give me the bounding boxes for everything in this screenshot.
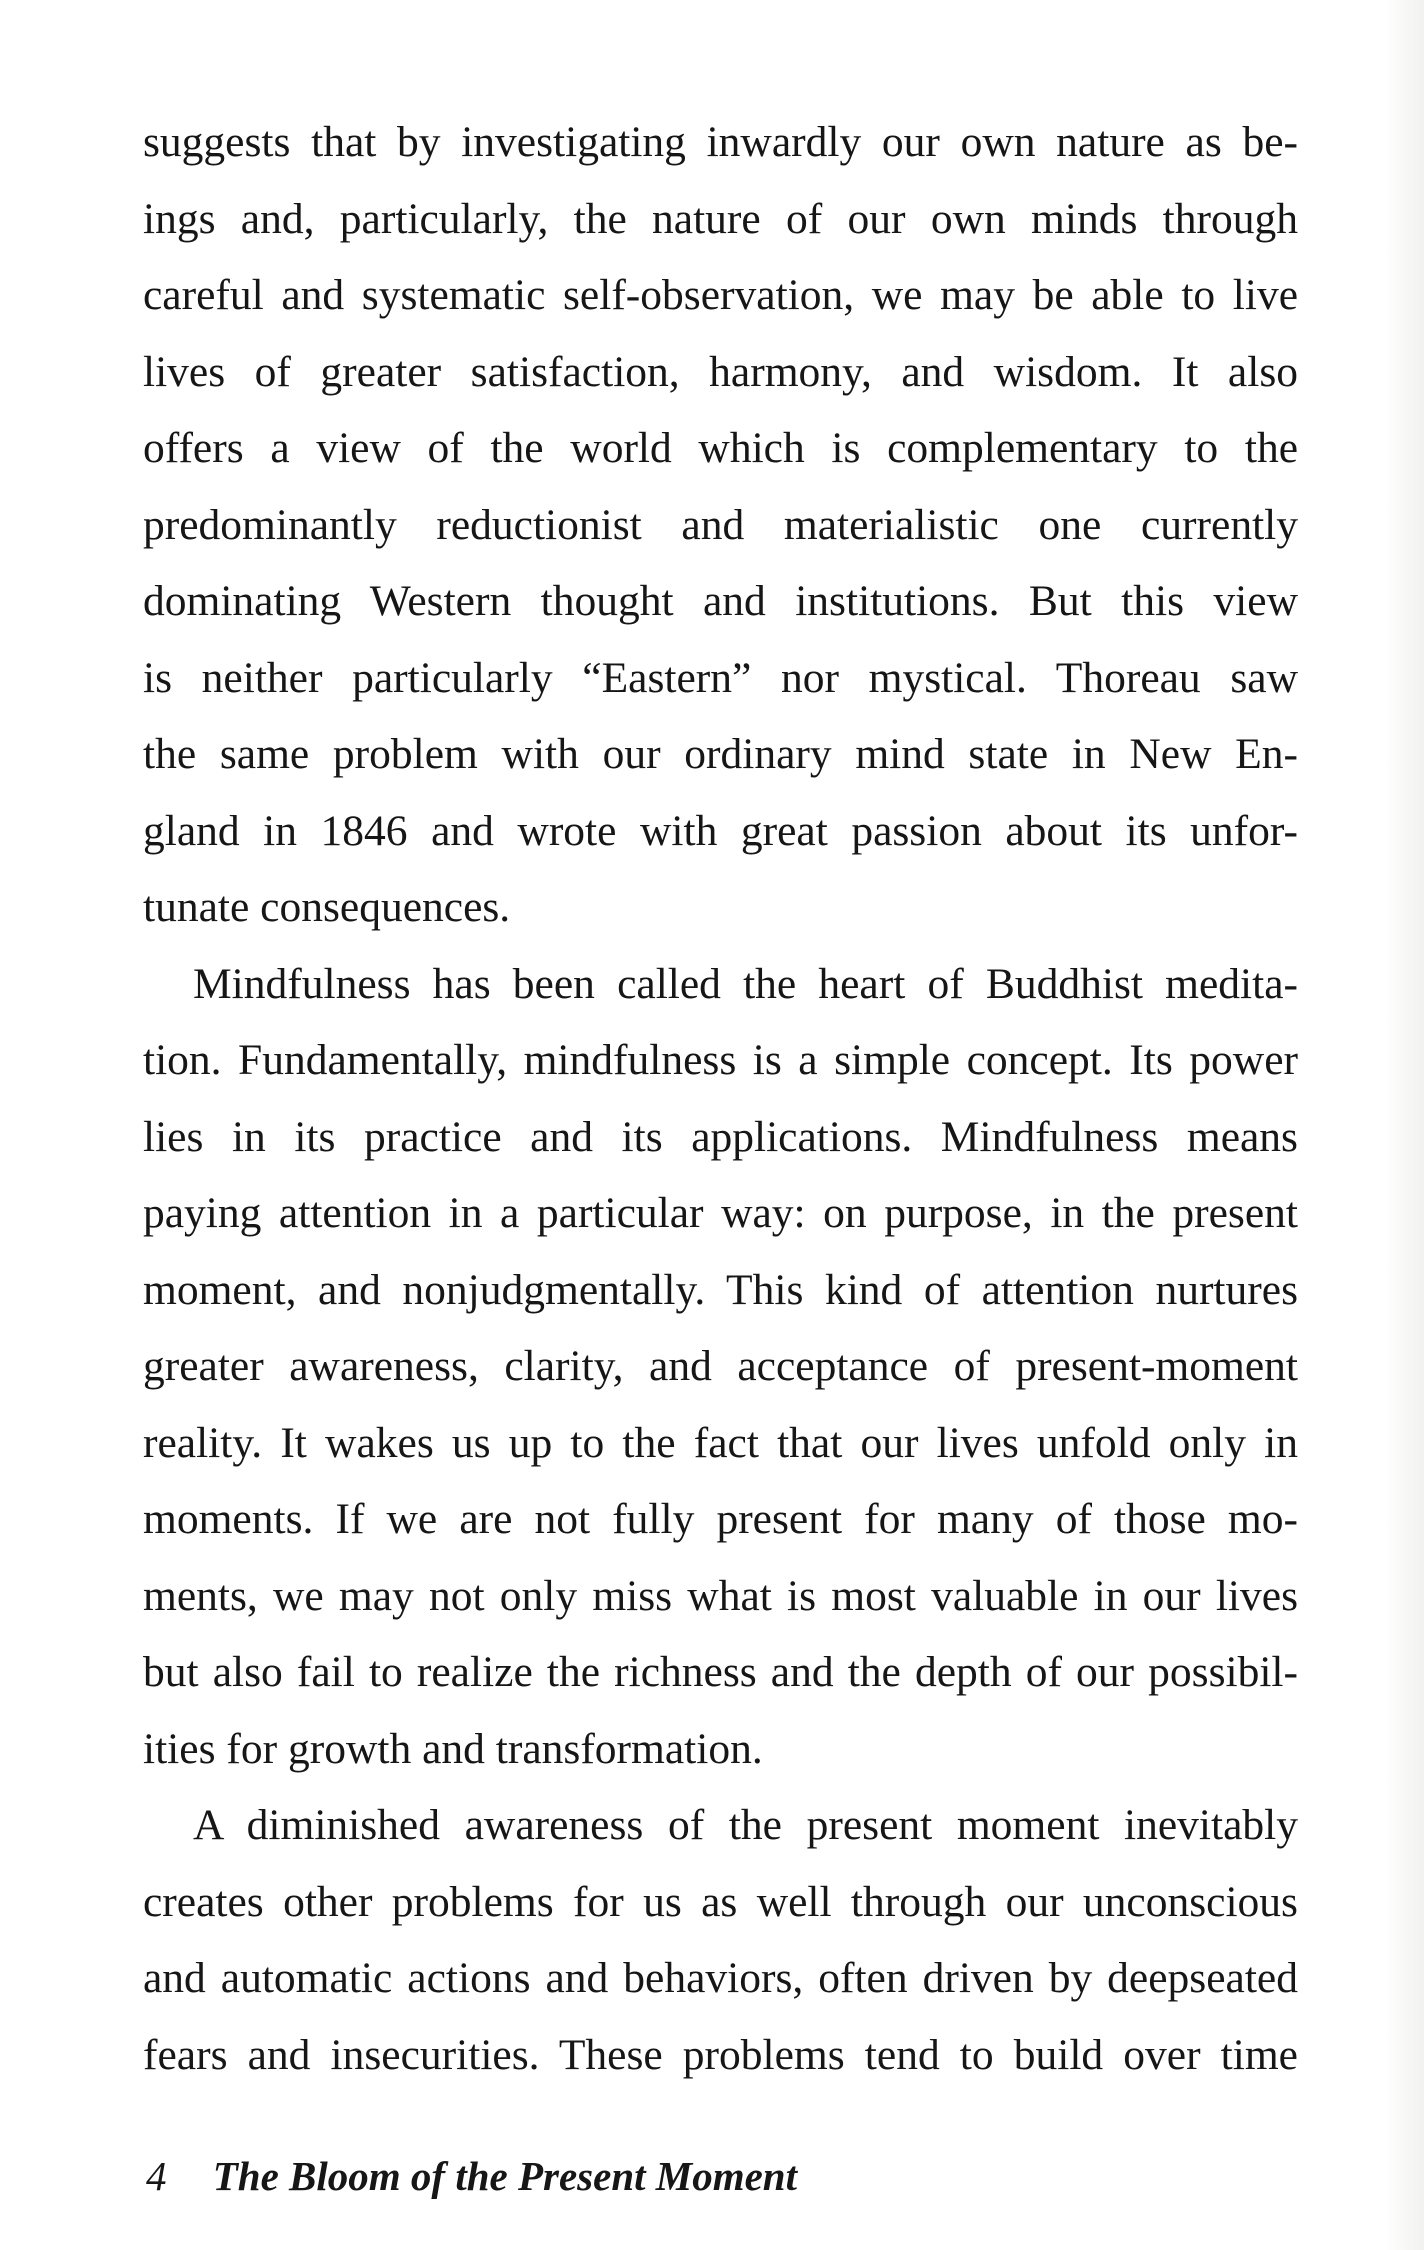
text-line: tunate consequences. (143, 883, 511, 931)
text-line: paying attention in a particular way: on purpose, in the present (143, 1189, 1298, 1237)
text-line: ities for growth and transformation. (143, 1724, 763, 1773)
text-line: moment, and nonjudgmentally. This kind of attention nurtures (143, 1265, 1298, 1314)
page-edge-shadow (1384, 0, 1424, 2250)
text-line: gland in 1846 and wrote with great passion about its unfor- (143, 806, 1298, 855)
body-text (143, 104, 1298, 2093)
text-line: dominating Western thought and institutions. But this view (143, 577, 1298, 625)
text-line: predominantly reductionist and materialistic one currently (143, 500, 1298, 549)
running-title: The Bloom of the Present Moment (212, 2153, 797, 2199)
text-line: moments. If we are not fully present for many of those mo- (143, 1495, 1298, 1543)
text-line: Mindfulness has been called the heart of Buddhist medita- (193, 959, 1298, 1008)
text-line: but also fail to realize the richness and the depth of our possibil- (143, 1648, 1298, 1696)
page-number: 4 (146, 2153, 167, 2199)
text-line: is neither particularly “Eastern” nor mystical. Thoreau saw (143, 653, 1298, 702)
text-line: ings and, particularly, the nature of our own minds through (143, 194, 1298, 243)
text-line: A diminished awareness of the present moment inevitably (193, 1801, 1298, 1849)
text-line: ments, we may not only miss what is most valuable in our lives (143, 1571, 1298, 1620)
page-footer (146, 2152, 797, 2200)
text-line: lies in its practice and its applications. Mindfulness means (143, 1112, 1298, 1161)
text-line: fears and insecurities. These problems tend to build over time (143, 2030, 1298, 2079)
text-line: and automatic actions and behaviors, often driven by deepseated (143, 1954, 1298, 2002)
text-line: tion. Fundamentally, mindfulness is a simple concept. Its power (143, 1036, 1298, 1084)
text-line: suggests that by investigating inwardly our own nature as be- (143, 118, 1298, 166)
text-line: careful and systematic self-observation, we may be able to live (143, 271, 1298, 319)
text-line: lives of greater satisfaction, harmony, and wisdom. It also (143, 347, 1298, 396)
text-line: offers a view of the world which is complementary to the (143, 424, 1298, 472)
text-line: creates other problems for us as well through our unconscious (143, 1877, 1298, 1926)
text-line: the same problem with our ordinary mind state in New En- (143, 730, 1298, 778)
text-line: reality. It wakes us up to the fact that our lives unfold only in (143, 1418, 1298, 1467)
text-line: greater awareness, clarity, and acceptance of present-moment (143, 1342, 1298, 1390)
